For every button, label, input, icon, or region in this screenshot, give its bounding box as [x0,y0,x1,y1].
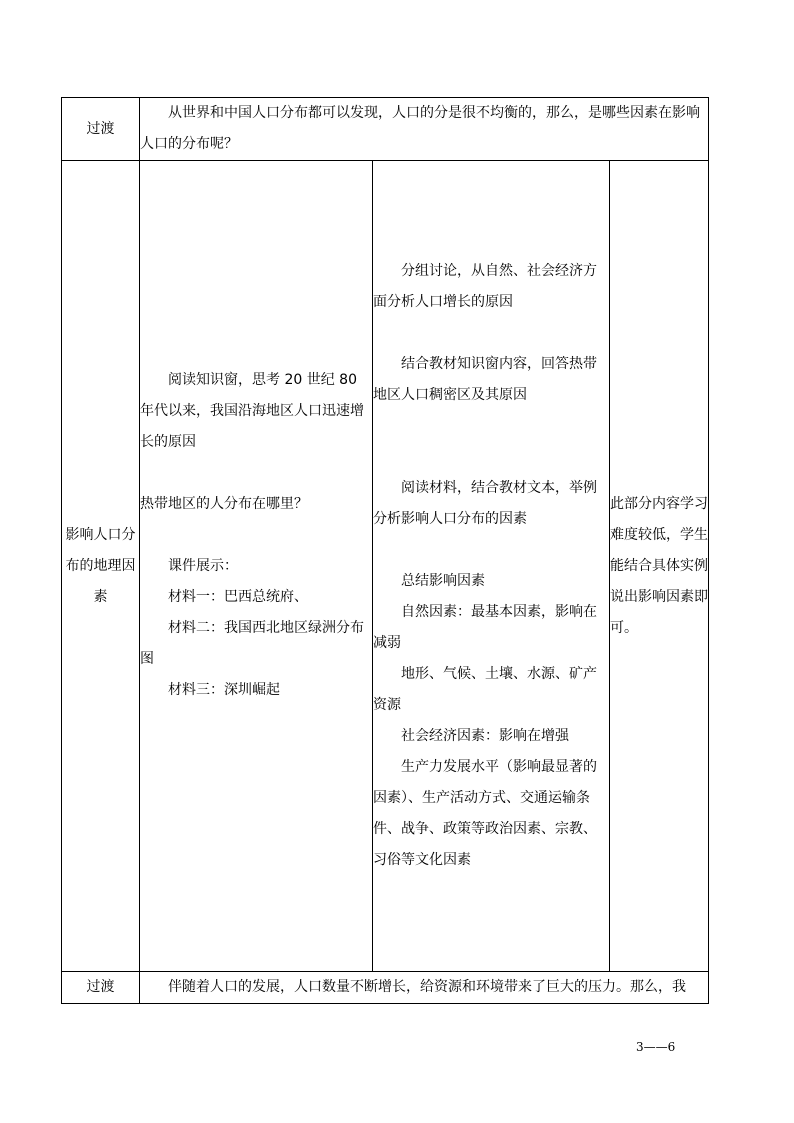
student-item-6: 地形、气候、土壤、水源、矿产资源 [373,666,597,713]
teacher-item-3: 课件展示： [168,557,238,574]
main-row [62,161,709,972]
design-note-text: 此部分内容学习难度较低，学生能结合具体实例说出影响因素即可。 [610,495,708,636]
spacer [373,318,609,349]
student-item-1: 分组讨论，从自然、社会经济方面分析人口增长的原因 [373,263,597,310]
spacer [140,520,372,551]
teacher-item-6: 材料三：深圳崛起 [168,681,280,698]
spacer [140,706,372,737]
student-item-5: 自然因素：最基本因素，影响在减弱 [373,604,597,651]
student-activity-cell [373,161,610,972]
student-item-8: 生产力发展水平（影响最显著的因素）、生产活动方式、交通运输条件、战争、政策等政治因素、宗教、习俗等文化因素 [373,759,597,868]
spacer [140,737,372,768]
transition-row-2 [62,972,709,1004]
design-note-cell [610,161,709,972]
transition-label-1: 过渡 [62,98,140,161]
spacer [373,535,609,566]
transition-text-1: 从世界和中国人口分布都可以发现，人口的分是很不均衡的，那么，是哪些因素在影响人口的分布呢？ [140,98,709,161]
teacher-item-5: 材料二：我国西北地区绿洲分布图 [140,619,364,667]
teacher-item-2: 热带地区的人分布在哪里？ [140,495,308,512]
spacer [373,411,609,442]
student-item-7: 社会经济因素：影响在增强 [401,728,569,744]
student-item-2: 结合教材知识窗内容，回答热带地区人口稠密区及其原因 [373,356,597,403]
transition-label-2: 过渡 [62,972,140,1004]
transition-text-2: 伴随着人口的发展，人口数量不断增长，给资源和环境带来了巨大的压力。那么，我 [140,972,709,1004]
spacer [140,458,372,489]
section-label [62,161,140,972]
teacher-item-4: 材料一：巴西总统府、 [168,588,308,605]
page-number: 3——6 [636,1040,676,1054]
student-item-4: 总结影响因素 [401,573,485,589]
section-label-text: 影响人口分布的地理因素 [65,526,136,605]
teacher-activity-cell [140,161,373,972]
transition-row-1 [62,98,709,161]
spacer [373,442,609,473]
lesson-table [61,97,709,1004]
student-item-3: 阅读材料，结合教材文本，举例分析影响人口分布的因素 [373,480,597,527]
teacher-item-1: 阅读知识窗，思考 20 世纪 80 年代以来，我国沿海地区人口迅速增长的原因 [140,371,364,450]
